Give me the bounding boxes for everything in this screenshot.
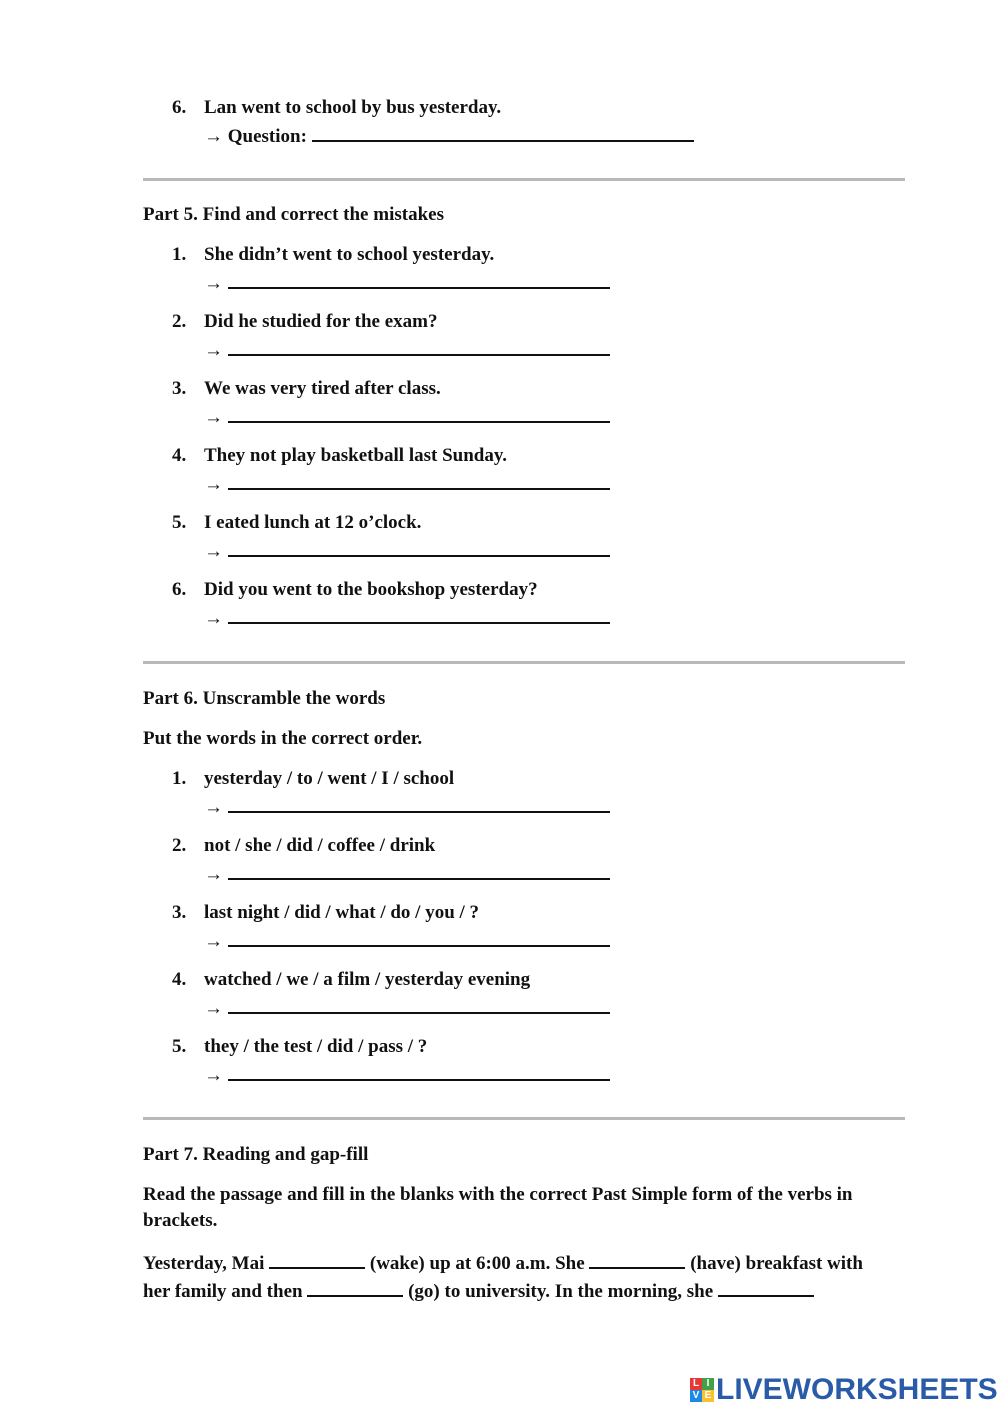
answer-row — [204, 604, 610, 632]
gap-blank-4[interactable] — [718, 1277, 814, 1297]
item-text: Did you went to the bookshop yesterday? — [204, 579, 538, 600]
item-number: 1. — [172, 244, 187, 265]
item-number: 3. — [172, 902, 187, 923]
answer-blank[interactable] — [228, 604, 610, 624]
item-number: 1. — [172, 768, 187, 789]
part5-title: Part 5. Find and correct the mistakes — [143, 204, 444, 225]
item-number: 5. — [172, 512, 187, 533]
item-number: 6. — [172, 579, 187, 600]
item-text: Did he studied for the exam? — [204, 311, 438, 332]
question-answer-blank[interactable] — [312, 122, 694, 142]
arrow-icon: → — [204, 608, 228, 629]
answer-row — [204, 403, 610, 431]
item-text: She didn’t went to school yesterday. — [204, 244, 495, 265]
item-text: They not play basketball last Sunday. — [204, 445, 508, 466]
arrow-icon: → — [204, 340, 228, 361]
gap-blank-3[interactable] — [307, 1277, 403, 1297]
logo-mark-tile: E — [702, 1390, 714, 1402]
part7-passage — [143, 1249, 908, 1305]
arrow-icon: → — [204, 1065, 228, 1086]
item-number: 2. — [172, 311, 187, 332]
part6-instruction: Put the words in the correct order. — [143, 728, 423, 749]
passage-text: (go) to university. In the morning, she — [408, 1281, 714, 1302]
answer-blank[interactable] — [228, 1061, 610, 1081]
part4-item-sentence: Lan went to school by bus yesterday. — [204, 97, 502, 118]
section-divider — [143, 661, 905, 664]
logo-mark-icon — [690, 1378, 714, 1402]
part4-question-row — [204, 122, 694, 150]
answer-row — [204, 860, 610, 888]
answer-blank[interactable] — [228, 336, 610, 356]
passage-text: (have) breakfast with — [690, 1253, 863, 1274]
question-label: → Question: — [204, 126, 307, 147]
item-text: last night / did / what / do / you / ? — [204, 902, 480, 923]
answer-blank[interactable] — [228, 403, 610, 423]
answer-row — [204, 994, 610, 1022]
gap-blank-1[interactable] — [269, 1249, 365, 1269]
passage-text: (wake) up at 6:00 a.m. She — [369, 1253, 585, 1274]
arrow-icon: → — [204, 541, 228, 562]
item-text: watched / we / a film / yesterday evening — [204, 969, 531, 990]
answer-blank[interactable] — [228, 537, 610, 557]
answer-row — [204, 269, 610, 297]
answer-row — [204, 470, 610, 498]
answer-blank[interactable] — [228, 793, 610, 813]
part7-instruction: Read the passage and fill in the blanks with the correct Past Simple form of the verbs in brackets. — [143, 1184, 853, 1231]
logo-mark-tile: L — [690, 1378, 702, 1390]
gap-blank-2[interactable] — [589, 1249, 685, 1269]
answer-row — [204, 537, 610, 565]
arrow-icon: → — [204, 273, 228, 294]
section-divider — [143, 1117, 905, 1120]
arrow-icon: → — [204, 998, 228, 1019]
arrow-icon: → — [204, 797, 228, 818]
logo-text: LIVEWORKSHEETS — [716, 1373, 998, 1406]
section-divider — [143, 178, 905, 181]
arrow-icon: → — [204, 864, 228, 885]
passage-text: her family and then — [143, 1281, 303, 1302]
item-number: 4. — [172, 445, 187, 466]
answer-blank[interactable] — [228, 927, 610, 947]
arrow-icon: → — [204, 931, 228, 952]
logo-mark-tile: V — [690, 1390, 702, 1402]
answer-row — [204, 336, 610, 364]
answer-blank[interactable] — [228, 470, 610, 490]
item-text: they / the test / did / pass / ? — [204, 1036, 428, 1057]
item-number: 2. — [172, 835, 187, 856]
logo-mark-tile: I — [702, 1378, 714, 1390]
answer-row — [204, 927, 610, 955]
answer-row — [204, 1061, 610, 1089]
part7-title: Part 7. Reading and gap-fill — [143, 1144, 369, 1165]
item-text: not / she / did / coffee / drink — [204, 835, 436, 856]
answer-row — [204, 793, 610, 821]
answer-blank[interactable] — [228, 269, 610, 289]
item-number: 5. — [172, 1036, 187, 1057]
item-number: 4. — [172, 969, 187, 990]
arrow-icon: → — [204, 474, 228, 495]
arrow-icon: → — [204, 407, 228, 428]
part6-title: Part 6. Unscramble the words — [143, 688, 386, 709]
item-text: We was very tired after class. — [204, 378, 441, 399]
part4-item-number: 6. — [172, 97, 187, 118]
answer-blank[interactable] — [228, 994, 610, 1014]
answer-blank[interactable] — [228, 860, 610, 880]
item-number: 3. — [172, 378, 187, 399]
item-text: yesterday / to / went / I / school — [204, 768, 455, 789]
item-text: I eated lunch at 12 o’clock. — [204, 512, 422, 533]
passage-text: Yesterday, Mai — [143, 1253, 265, 1274]
liveworksheets-logo — [690, 1374, 998, 1406]
